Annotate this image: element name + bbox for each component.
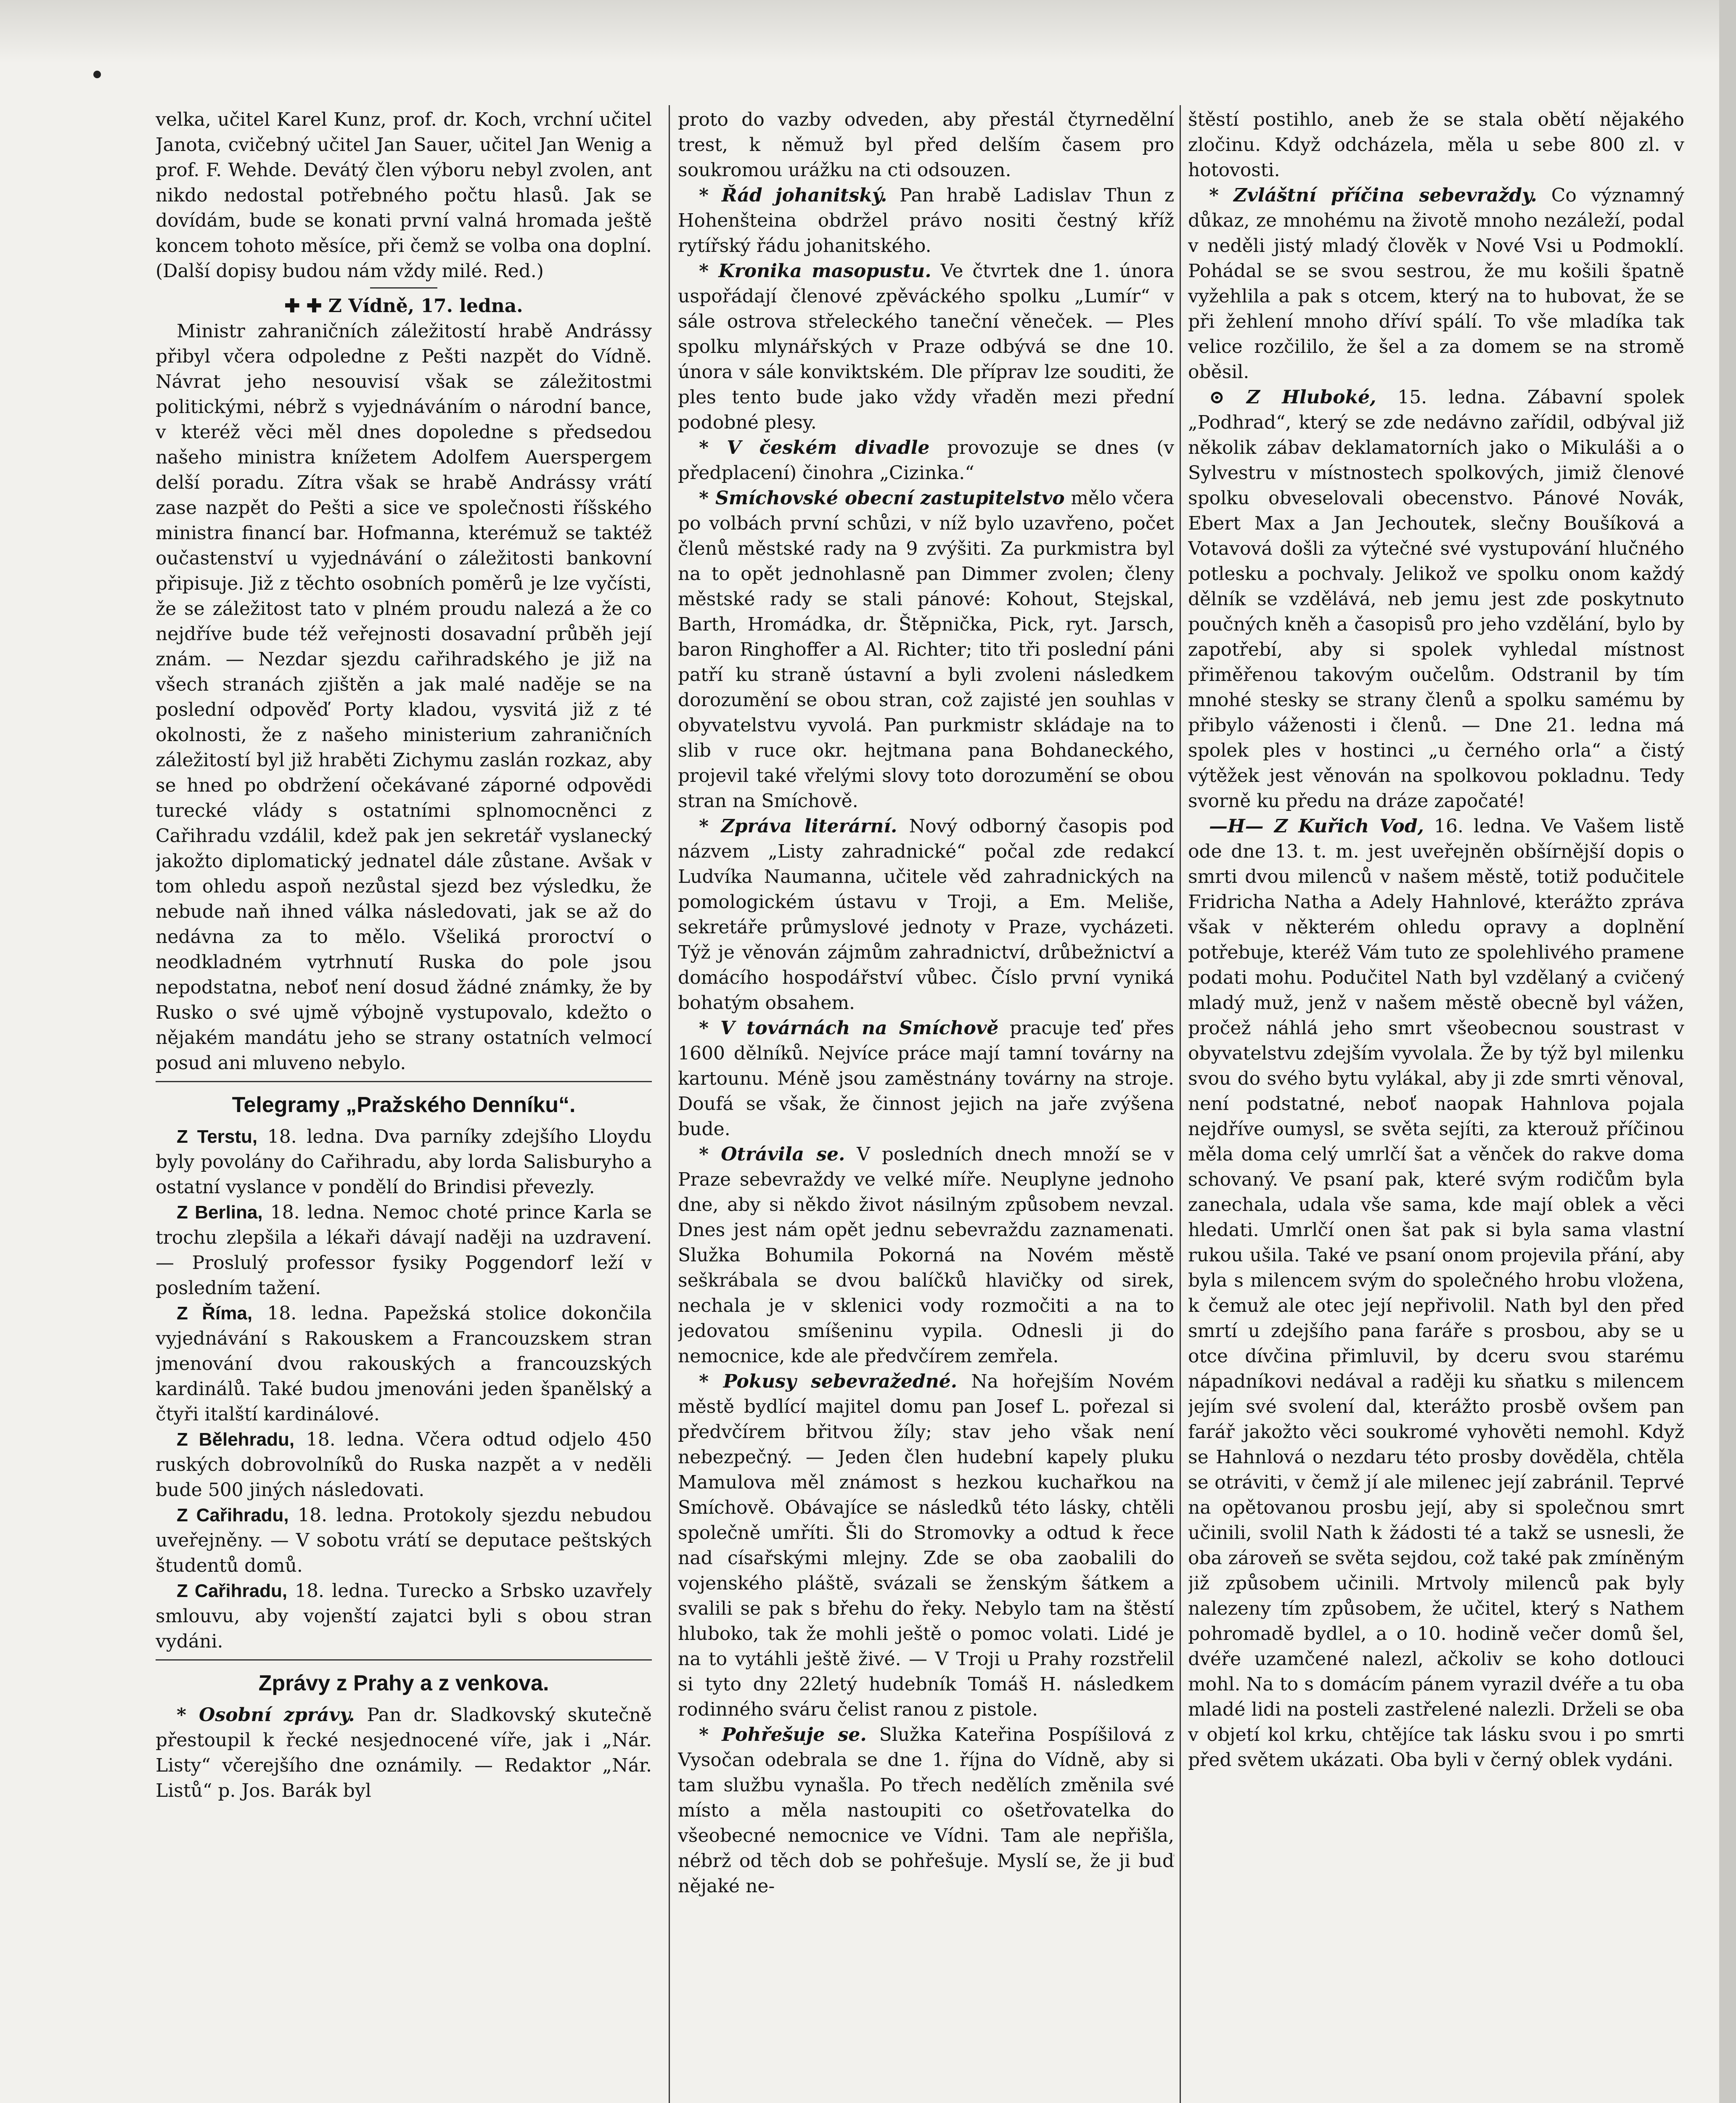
telegram-heading: Telegramy „Pražského Denníku“. [232, 1093, 576, 1117]
article-text: proto do vazby odveden, aby přestál čtyrnedělní trest, k němuž byl před delším časem pro soukromou urážku na cti odsouzen. [678, 109, 1174, 181]
telegram-text: 18. ledna. Nemoc choté prince Karla se trochu zlepšila a lékaři dávají naději na uzdravení. — Proslulý professor fysiky Poggendorf leží v posledním tažení. [156, 1202, 652, 1299]
telegram-item [156, 1124, 652, 1200]
news-item-lead: * Osobní zprávy. [177, 1704, 355, 1726]
telegram-text: 18. ledna. Protokoly sjezdu nebudou uveřejněny. — V sobotu vrátí se deputace peštských študentů domů. [156, 1504, 652, 1576]
column-rule-2 [1180, 105, 1181, 2103]
telegram-city: Z Cařihradu, [177, 1505, 289, 1526]
telegram-text: 18. ledna. Turecko a Srbsko uzavřely smlouvu, aby vojenští zajatci byli s obou stran vydáni. [156, 1580, 652, 1652]
news-item [1188, 814, 1684, 1773]
telegram-city: Z Bělehradu, [177, 1429, 295, 1450]
dateline: ✚ ✚ Z Vídně, 17. ledna. [284, 295, 523, 317]
telegram-item [156, 1200, 652, 1301]
news-item [678, 183, 1174, 259]
scan-top-shadow [0, 0, 1736, 63]
telegram-item [156, 1503, 652, 1579]
news-item-text: 16. ledna. Ve Vašem listě ode dne 13. t. m. jest uveřejněn obšírnější dopis o smrti dvou milenců v našem městě, totiž podučitele Fridricha Natha a Adely Hahnlové, kterážto zpráva však v některém ohledu opravy a doplnění potřebuje, kteréž Vám tuto ze spolehlivého pramene podati mohu. Podučitel Nath byl vzdělaný a cvičený mladý muž, jenž v našem městě obecně byl vážen, pročež náhlá jeho smrt všeobecnou soustrast v obyvatelstvu zdejším vyvolala. Že by týž byl milenku svou do svého bytu vylákal, aby ji zde smrti věnoval, není podstatné, neboť naopak Hahnlova pojala nejdříve oumysl, se světa sejíti, za kterouž příčinou měla doma celý umrlčí šat a věnček do rakve doma schovaný. Ve psaní pak, které svým rodičům byla zanechala, udala vše sama, kde mají oblek a věci hledati. Umrlčí onen šat pak si byla sama vlastní rukou ušila. Také ve psaní onom projevila přání, aby byla s milencem svým do společného hrobu vložena, k čemuž ale otec její nepřivolil. Nath byl den před smrtí u zdejšího pana faráře s prosbou, aby se u otce dívčina přimluvil, by dceru svou starému nápadníkovi nedával a raději ku sňatku s milencem jejím své svolení dal, kterážto prosbě ovšem pan farář jakožto věci soukromé vyhověti nemohl. Když se Hahnlová o nezdaru této prosby dověděla, chtěla se otráviti, v čemž jí ale milenec její zabránil. Teprvé na opětovanou prosbu její, aby si společnou smrt učinili, svolil Nath k žádosti té a takž se usnesli, že oba zároveň se světa sejdou, což také pak zmíněným již způsobem učinili. Mrtvoly milenců pak byly nalezeny tím způsobem, že učitel, který s Nathem pohromadě bydlel, a o 10. hodině večer domů šel, dvéře uzamčené nalezl, ačkoliv se koho dotlouci mohl. Na to s domácím pánem vyrazil dvéře a tu oba mladé lidi na posteli zastřelené nalezli. Drželi se oba v objetí kol krku, chtějíce tak lásku svou i po smrti před světem ukázati. Oba byli v černý oblek vydáni. [1188, 816, 1684, 1771]
news-item [678, 486, 1174, 814]
scan-right-edge [1719, 0, 1736, 2103]
news-item-text: Co významný důkaz, ze mnohému na životě mnoho nezáleží, podal v neděli jistý mladý člověk v Nové Vsi u Podmoklí. Pohádal se se svou sestrou, že mu košili špatně vyžehlila a pak s otcem, který na to hubovat, že se při žehlení mnoho dříví spálí. To vše mladíka tak velice rozčililo, že šel a za domem se na stromě oběsil. [1188, 185, 1684, 383]
news-item-lead: * Pohřešuje se. [699, 1724, 867, 1745]
news-item-lead: * V českém divadle [699, 437, 930, 458]
news-item-text: pracuje teď přes 1600 dělníků. Nejvíce práce mají tamní továrny na kartounu. Méně jsou zaměstnány továrny na stroje. Doufá se však, že činnost jejich na jaře zvýšena bude. [678, 1017, 1174, 1140]
news-item-text: Ve čtvrtek dne 1. února uspořádají členové zpěváckého spolku „Lumír“ v sále ostrova střeleckého taneční věneček. — Ples spolku mlynářských v Praze odbývá se dne 10. února v sále konviktském. Dle příprav lze souditi, že ples tento bude jako vždy vřaděn mezi přední podobné plesy. [678, 260, 1174, 433]
news-item-text: Nový odborný časopis pod názvem „Listy zahradnické“ počal zde redakcí Ludvíka Naumanna, učitele věd zahradnických na pomologickém ústavu v Troji, a Em. Meliše, sekretáře průmyslové jednoty v Praze, vycházeti. Týž je věnován zájmům zahradnictví, drůbežnictví a domácího hospodářství vůbec. Číslo první vyniká bohatým obsahem. [678, 816, 1174, 1014]
news-item-lead: * Řád johanitský. [699, 185, 887, 206]
telegram-city: Z Cařihradu, [177, 1581, 288, 1601]
news-item [678, 1016, 1174, 1142]
news-item-lead: * Zvláštní příčina sebevraždy. [1209, 185, 1537, 206]
news-item [156, 1703, 652, 1804]
news-item-text: Pan hrabě Ladislav Thun z Hohenšteina obdržel právo nositi čestný kříž rytířský řádu johanitského. [678, 185, 1174, 257]
column-2 [678, 107, 1174, 2103]
column-1 [156, 107, 652, 2103]
telegram-text: 18. ledna. Papežská stolice dokončila vyjednávání s Rakouskem a Francouzskem stran jmenování dvou rakouských a francouzských kardinálů. Také budou jmenováni jeden španělský a čtyři italští kardinálové. [156, 1303, 652, 1425]
telegram-item [156, 1579, 652, 1654]
telegram-item [156, 1301, 652, 1427]
news-item-text: Na hořejším Novém městě bydlící majitel domu pan Josef L. pořezal si předvčírem břitvou žíly; stav jeho však není nebezpečný. — Jeden člen hudební kapely pluku Mamulova měl známost s hezkou kuchařkou na Smíchově. Obávajíce se následků této lásky, chtěli společně umříti. Šli do Stromovky a odtud k řece nad císařskými mlejny. Zde se oba zaobalili do vojenského pláště, svázali se ženským šátkem a svalili se pak s břehu do řeky. Nebylo tam na štěstí hluboko, tak že mohli ještě o pomoc volati. Lidé je na to vytáhli ještě živé. — V Troji u Prahy rozstřelil si tyto dny 22letý hudebník Tomáš H. následkem rodinného sváru čelist ranou z pistole. [678, 1371, 1174, 1720]
article-text: Ministr zahraničních záležitostí hrabě Andrássy přibyl včera odpoledne z Pešti nazpět do Vídně. Návrat jeho nesouvisí však se záležitostmi politickými, nébrž s vyjednáváním o národní bance, v kteréž věci měl dnes dopoledne s předsedou našeho ministra knížetem Adolfem Auerspergem delší poradu. Zítra však se hrabě Andrássy vrátí zase nazpět do Pešti a sice ve společnosti říšského ministra financí bar. Hofmanna, kterémuž se taktéž oučastenství u vyjednávání o záležitosti bankovní připisuje. Již z těchto osobních poměrů je lze vyčísti, že se záležitost tato v plném proudu nalezá a že co nejdříve bude též veřejnosti dosavadní průběh její znám. — Nezdar sjezdu cařihradského je již na všech stranách zjištěn a jak malé naděje se na poslední odpověď Porty kladou, vysvitá již z té okolnosti, že z našeho ministerium zahraničních záležitostí byl již hraběti Zichymu zaslán rozkaz, aby se hned po obdržení očekávané záporné odpovědi turecké vlády s ostatními splnomocněnci z Cařihradu vzdálil, kdež pak jen sekretář vyslanecký jakožto diplomatický jednatel dále zůstane. Avšak v tom ohledu aspoň nezůstal sjezd bez výsledku, že nebude naň ihned válka následovati, jak se až do nedávna za to mělo. Všeliká proroctví o neodkladném vytrhnutí Ruska do pole jsou nepodstatna, neboť není dosud žádné známky, že by Rusko o své ujmě výbojně vystupovalo, kdežto o nějakém mandátu jeho se strany ostatních velmocí posud ani mluveno nebylo. [156, 320, 652, 1074]
news-item-lead: —H— Z Kuřich Vod, [1209, 816, 1424, 837]
news-item-lead: * V továrnách na Smíchově [699, 1017, 999, 1039]
telegram-item [156, 1427, 652, 1503]
news-item-text: Pan dr. Sladkovský skutečně přestoupil k řecké nesjednocené víře, jak i „Nár. Listy“ včerejšího dne oznámily. — Redaktor „Nár. Listů“ p. Jos. Barák byl [156, 1704, 652, 1801]
section-rule [156, 1659, 652, 1661]
telegram-city: Z Berlina, [177, 1202, 263, 1223]
article-text: štěstí postihlo, aneb že se stala obětí nějakého zločinu. Když odcházela, měla u sebe 800 zl. v hotovosti. [1188, 109, 1684, 181]
telegram-text: 18. ledna. Dva parníky zdejšího Lloydu byly povolány do Cařihradu, aby lorda Salisburyho a ostatní vyslance v pondělí do Brindisi převezly. [156, 1126, 652, 1198]
ink-dot [93, 71, 101, 78]
news-item [678, 1142, 1174, 1369]
section-rule [156, 1081, 652, 1082]
news-item-lead: * Smíchovské obecní zastupitelstvo [699, 487, 1065, 509]
news-item [678, 814, 1174, 1016]
short-rule [370, 287, 437, 289]
news-item-lead: * Kronika masopustu. [699, 260, 932, 282]
news-item-lead: * Otrávila se. [699, 1144, 845, 1165]
news-item [678, 1369, 1174, 1722]
column-3 [1188, 107, 1684, 2103]
news-heading: Zprávy z Prahy a z venkova. [258, 1671, 549, 1695]
news-item-text: mělo včera po volbách první schůzi, v níž bylo uzavřeno, počet členů městské rady na 9 zvýšiti. Za purkmistra byl na to opět jednohlasně pan Dimmer zvolen; členy městské rady se stali pánové: Kohout, Stejskal, Barth, Hromádka, dr. Štěpnička, Pick, ryt. Jarsch, baron Ringhoffer a Al. Richter; tito tři poslední páni patří ku straně ústavní a byli zvoleni následkem dorozumění se obou stran, což zajisté jen souhlas v obyvatelstvu vyvolá. Pan purkmistr skládaje na to slib v ruce okr. hejtmana pana Bohdaneckého, projevil také vřelými slovy toto dorozumění se obou stran na Smíchově. [678, 487, 1174, 812]
telegram-text: 18. ledna. Včera odtud odjelo 450 ruských dobrovolníků do Ruska nazpět a v neděli bude 500 jiných následovati. [156, 1429, 652, 1501]
telegram-city: Z Říma, [177, 1303, 253, 1324]
news-item-lead: * Pokusy sebevražedné. [699, 1371, 958, 1392]
news-item [678, 259, 1174, 435]
news-item-lead: * Zpráva literární. [699, 816, 897, 837]
telegram-city: Z Terstu, [177, 1126, 258, 1147]
news-item [678, 435, 1174, 486]
news-item-text: Služka Kateřina Pospíšilová z Vysočan odebrala se dne 1. října do Vídně, aby si tam službu vynašla. Po třech nedělích změnila své místo a měla nastoupiti co ošetřovatelka do všeobecné nemocnice ve Vídni. Tam ale nepřišla, nébrž od těch dob se pohřešuje. Myslí se, že ji buď nějaké ne- [678, 1724, 1174, 1897]
news-item-text: 15. ledna. Zábavní spolek „Podhrad“, který se zde nedávno zařídil, odbýval již několik zábav deklamatorních jako o Mikuláši a o Sylvestru v místnostech spolkových, jimiž členové spolku obveselovali obecenstvo. Pánové Novák, Ebert Max a Jan Jechoutek, slečny Boušíková a Votavová došli za výtečné své vystupování hlučného potlesku a pochvaly. Jelikož ve spolku onom každý dělník se vzdělává, neb jemu jest zde poskytnuto poučných kněh a časopisů pro jeho vzdělání, bylo by zapotřebí, aby si spolek vyhledal místnost přiměřenou takovým oučelům. Odstranil by tím mnohé stesky se strany členů a spolku samému by přibylo váženosti i členů. — Dne 21. ledna má spolek ples v hostinci „u černého orla“ a čistý výtěžek jest věnován na spolkovou pokladnu. Tedy svorně ku předu na dráze započaté! [1188, 387, 1684, 812]
news-item-lead: ⊙ Z Hluboké, [1209, 387, 1376, 408]
news-item [1188, 385, 1684, 814]
column-rule-1 [669, 105, 670, 2103]
news-item-text: V posledních dnech množí se v Praze sebevraždy ve velké míře. Neuplyne jednoho dne, aby si někdo život násilným způsobem nevzal. Dnes jest nám opět jednu sebevraždu zaznamenati. Služka Bohumila Pokorná na Novém městě seškrábala se dvou balíčků hlavičky od sirek, nechala je v sklenici vody rozmočiti a na to jedovatou smíšeninu vypila. Odnesli ji do nemocnice, kde ale předvčírem zemřela. [678, 1144, 1174, 1367]
news-item-text: provozuje se dnes (v předplacení) činohra „Cizinka.“ [678, 437, 1174, 484]
news-item [678, 1722, 1174, 1899]
news-item [1188, 183, 1684, 385]
article-text: velka, učitel Karel Kunz, prof. dr. Koch, vrchní učitel Janota, cvičebný učitel Jan Sauer, učitel Jan Wenig a prof. F. Wehde. Devátý člen výboru nebyl zvolen, ant nikdo nedostal potřebného počtu hlasů. Jak se dovídám, bude se konati první valná hromada ještě koncem tohoto měsíce, při čemž se volba ona doplní. (Další dopisy budou nám vždy milé. Red.) [156, 109, 652, 282]
